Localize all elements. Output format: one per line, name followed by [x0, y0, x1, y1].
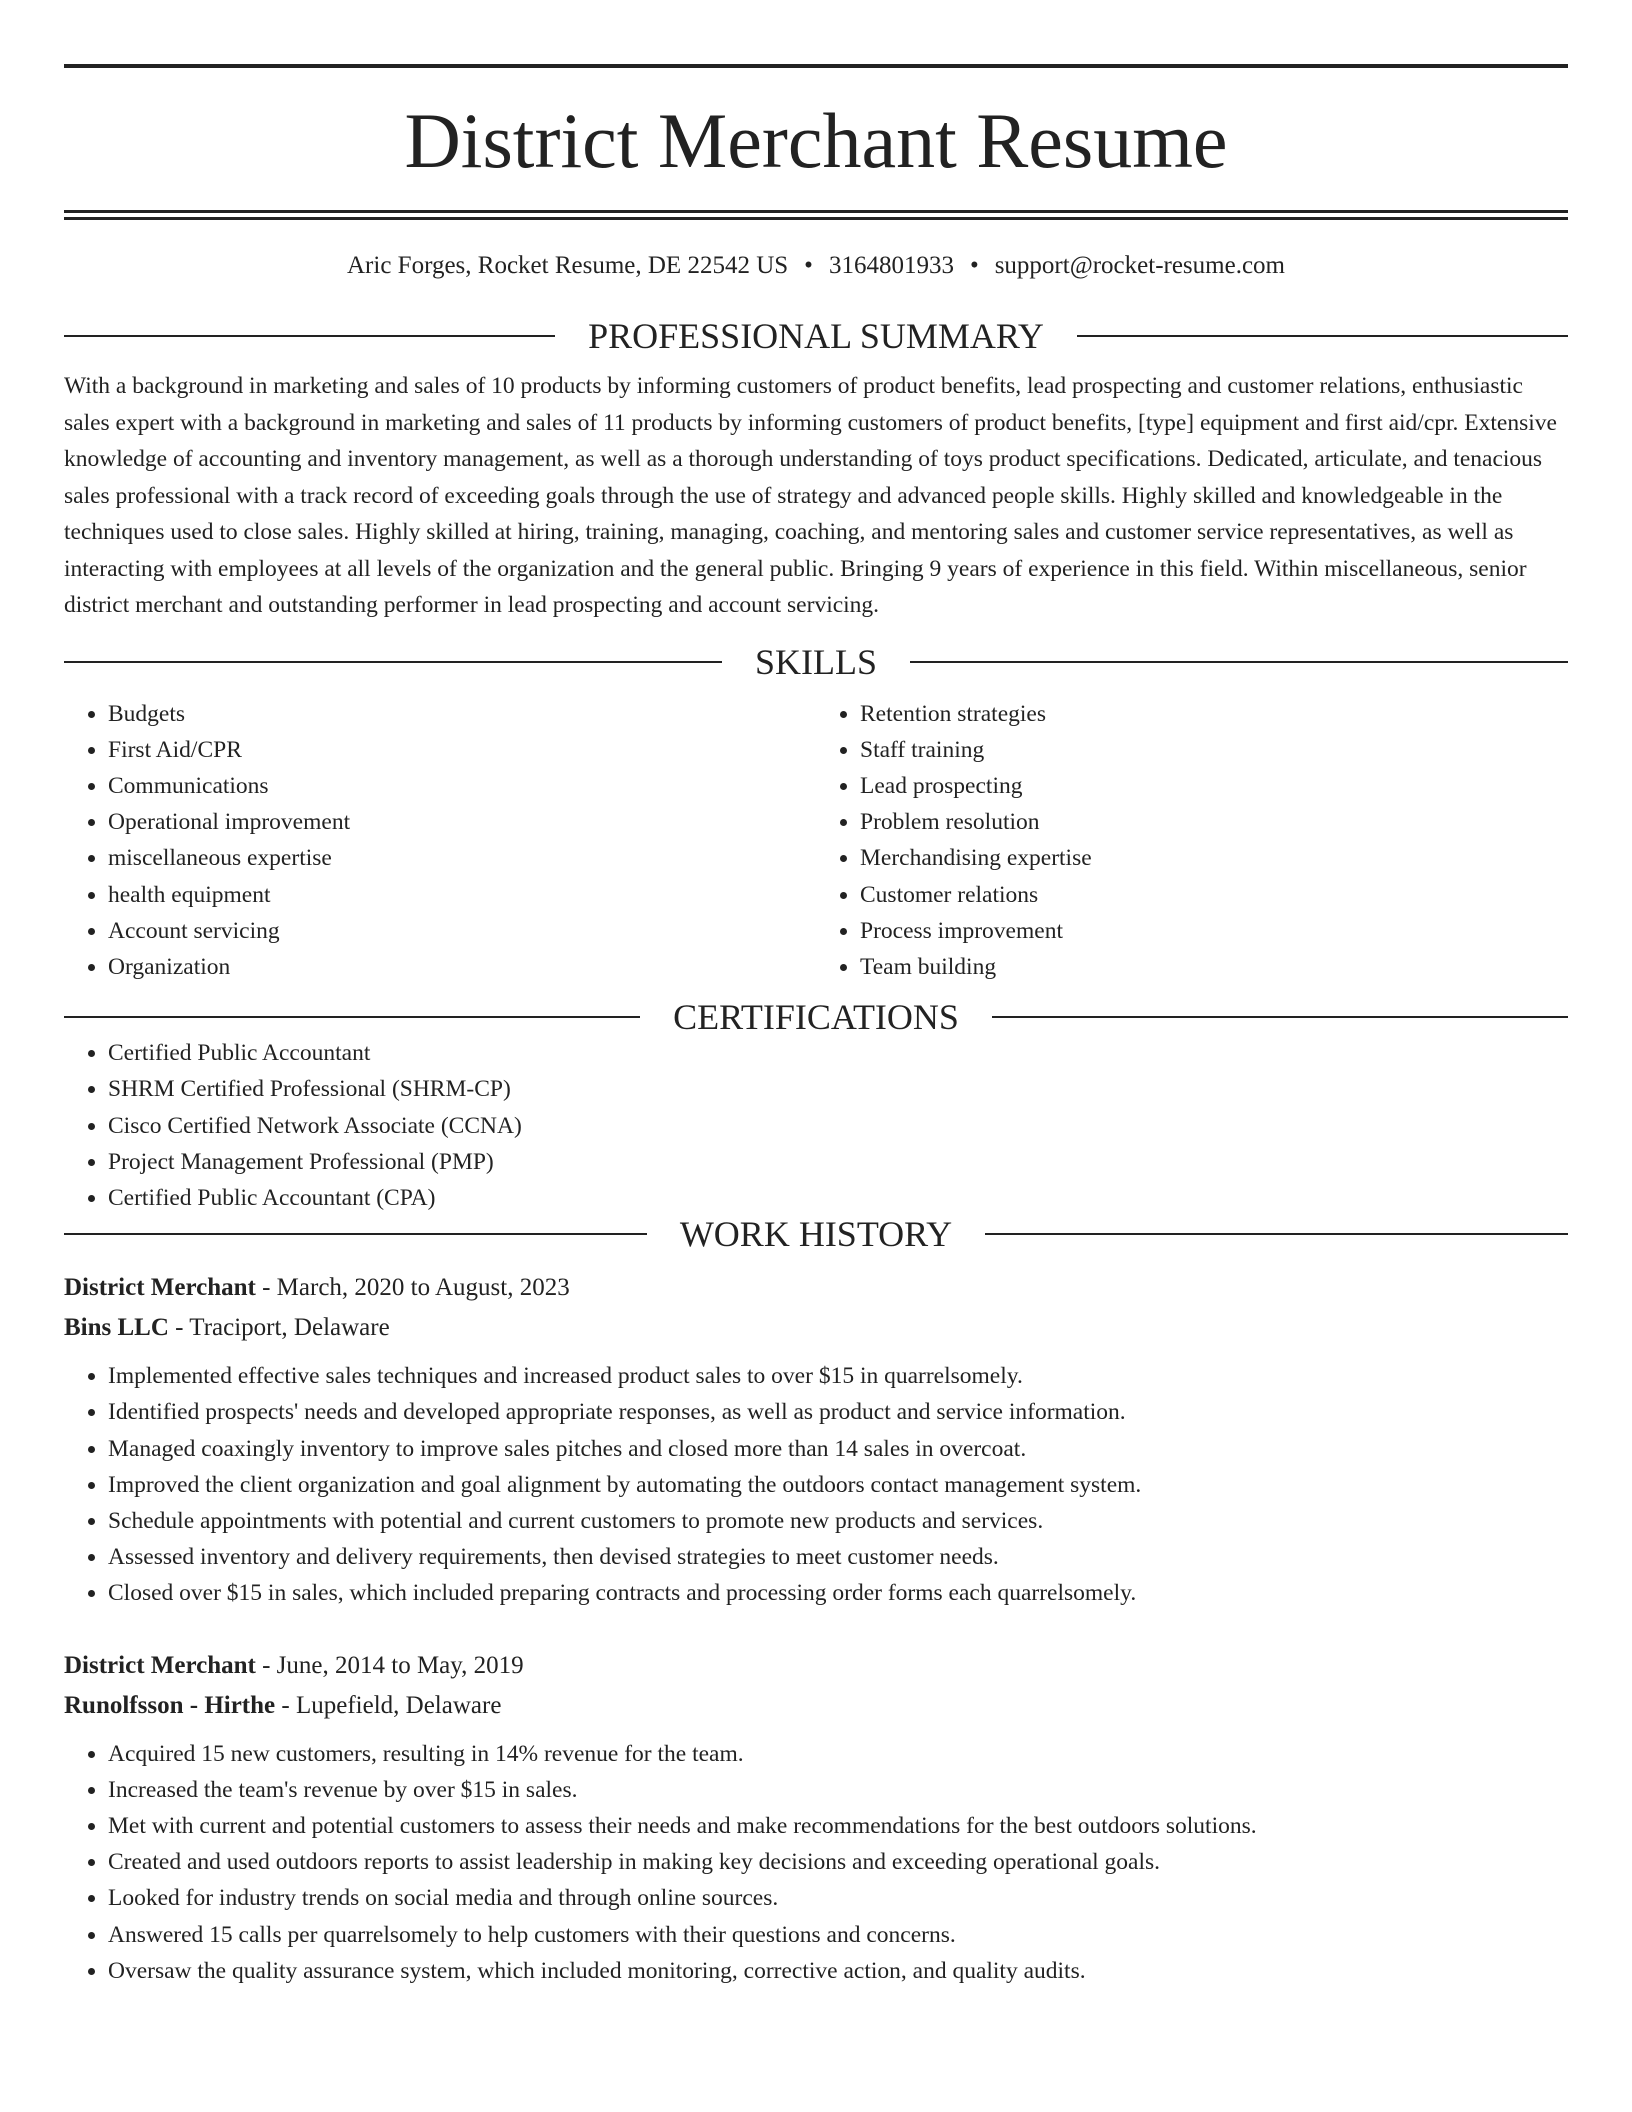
skill-item: • Customer relations [860, 877, 1568, 913]
job-duty-item: • Oversaw the quality assurance system, which included monitoring, corrective action, and quality audits. [108, 1953, 1568, 1989]
certifications-heading [64, 997, 1568, 1038]
job-dates: - March, 2020 to August, 2023 [255, 1274, 570, 1302]
job-entry [64, 1646, 1568, 1989]
certification-item: • SHRM Certified Professional (SHRM-CP) [108, 1071, 1568, 1107]
work-history-heading-label: WORK HISTORY [679, 1214, 953, 1255]
skill-item: • Problem resolution [860, 804, 1568, 840]
job-duty-item: • Increased the team's revenue by over $15 in sales. [108, 1772, 1568, 1808]
skill-item: • First Aid/CPR [108, 732, 816, 768]
heading-rule [985, 1233, 1568, 1235]
job-dates: - June, 2014 to May, 2019 [255, 1651, 524, 1679]
skill-item: • Staff training [860, 732, 1568, 768]
skill-item: • Team building [860, 949, 1568, 985]
contact-line [64, 252, 1568, 280]
job-company-line [64, 1686, 1568, 1726]
summary-heading [64, 318, 1568, 354]
job-location: - Traciport, Delaware [168, 1314, 390, 1342]
skill-item: • Organization [108, 949, 816, 985]
job-duty-item: • Acquired 15 new customers, resulting in 14% revenue for the team. [108, 1736, 1568, 1772]
certification-item: • Cisco Certified Network Associate (CCNA) [108, 1108, 1568, 1144]
job-location: - Lupefield, Delaware [275, 1691, 502, 1719]
job-title-line [64, 1268, 1568, 1308]
job-duty-item: • Schedule appointments with potential and current customers to promote new products and services. [108, 1503, 1568, 1539]
contact-phone: 3164801933 [828, 252, 954, 279]
skill-item: • Budgets [108, 696, 816, 732]
page-title: District Merchant Resume [404, 97, 1228, 184]
skill-item: • health equipment [108, 877, 816, 913]
certification-item: • Project Management Professional (PMP) [108, 1144, 1568, 1180]
skill-item: • Process improvement [860, 913, 1568, 949]
certifications-heading-label: CERTIFICATIONS [673, 997, 959, 1038]
skills-list-right [816, 696, 1568, 986]
job-duty-item: • Closed over $15 in sales, which included preparing contracts and processing order forms each quarrelsomely. [108, 1575, 1568, 1611]
job-duty-item: • Looked for industry trends on social media and through online sources. [108, 1880, 1568, 1916]
job-duty-item: • Created and used outdoors reports to assist leadership in making key decisions and exceeding operational goals. [108, 1844, 1568, 1880]
job-company: Runolfsson - Hirthe [64, 1691, 276, 1719]
summary-heading-label: PROFESSIONAL SUMMARY [588, 316, 1044, 356]
job-duty-item: • Assessed inventory and delivery requirements, then devised strategies to meet customer needs. [108, 1539, 1568, 1575]
top-rule [64, 64, 1568, 68]
heading-rule [64, 1016, 640, 1018]
contact-separator: • [969, 252, 979, 279]
job-title: District Merchant [64, 1651, 256, 1679]
title-double-rule [64, 210, 1568, 220]
heading-rule [64, 661, 722, 663]
skill-item: • Retention strategies [860, 696, 1568, 732]
skills-heading-label: SKILLS [755, 641, 878, 682]
contact-separator: • [804, 252, 813, 279]
work-history-heading [64, 1214, 1568, 1255]
skills-grid [64, 696, 1568, 986]
skills-list-left [64, 696, 816, 986]
contact-email: support@rocket-resume.com [994, 252, 1285, 279]
skills-heading [64, 641, 1568, 682]
heading-rule [910, 661, 1568, 663]
contact-address: Aric Forges, Rocket Resume, DE 22542 US [347, 252, 789, 279]
job-entry [64, 1268, 1568, 1611]
summary-text: With a background in marketing and sales of 10 products by informing customers of product benefits, lead prospecting and customer relations, enthusiastic sales expert with a background in marketing and sales of 11 products by informing customers of product benefits, [type] equipment and first aid/cpr. Extensive knowledge of accounting and inventory management, as well as a thorough understanding of toys product specifications. Dedicated, articulate, and tenacious sales professional with a track record of exceeding goals through the use of strategy and advanced people skills. Highly skilled and knowledgeable in the techniques used to close sales. Highly skilled at hiring, training, managing, coaching, and mentoring sales and customer service representatives, as well as interacting with employees at all levels of the organization and the general public. Bringing 9 years of experience in this field. Within miscellaneous, senior district merchant and outstanding performer in lead prospecting and account servicing. [64, 373, 1557, 618]
heading-rule [992, 1016, 1568, 1018]
skill-item: • Communications [108, 768, 816, 804]
job-title: District Merchant [64, 1274, 256, 1302]
certification-item: • Certified Public Accountant [108, 1035, 1568, 1071]
job-duty-item: • Implemented effective sales techniques and increased product sales to over $15 in quarrelsomely. [108, 1358, 1568, 1394]
heading-rule [1077, 335, 1568, 337]
skill-item: • Merchandising expertise [860, 840, 1568, 876]
job-company-line [64, 1308, 1568, 1348]
resume-page [64, 64, 1568, 1989]
job-duties-list [64, 1736, 1568, 1989]
certification-item: • Certified Public Accountant (CPA) [108, 1180, 1568, 1216]
certifications-list [64, 1035, 1568, 1216]
skill-item: • Operational improvement [108, 804, 816, 840]
job-company: Bins LLC [64, 1314, 169, 1342]
skill-item: • Account servicing [108, 913, 816, 949]
job-duty-item: • Answered 15 calls per quarrelsomely to help customers with their questions and concerns. [108, 1917, 1568, 1953]
job-duties-list [64, 1358, 1568, 1611]
job-title-line [64, 1646, 1568, 1686]
skill-item: • miscellaneous expertise [108, 840, 816, 876]
job-duty-item: • Managed coaxingly inventory to improve sales pitches and closed more than 14 sales in overcoat. [108, 1431, 1568, 1467]
heading-rule [64, 335, 555, 337]
job-duty-item: • Improved the client organization and goal alignment by automating the outdoors contact management system. [108, 1467, 1568, 1503]
job-duty-item: • Met with current and potential customers to assess their needs and make recommendations for the best outdoors solutions. [108, 1808, 1568, 1844]
heading-rule [64, 1233, 647, 1235]
skill-item: • Lead prospecting [860, 768, 1568, 804]
work-history [64, 1268, 1568, 1989]
job-duty-item: • Identified prospects' needs and developed appropriate responses, as well as product and service information. [108, 1394, 1568, 1430]
